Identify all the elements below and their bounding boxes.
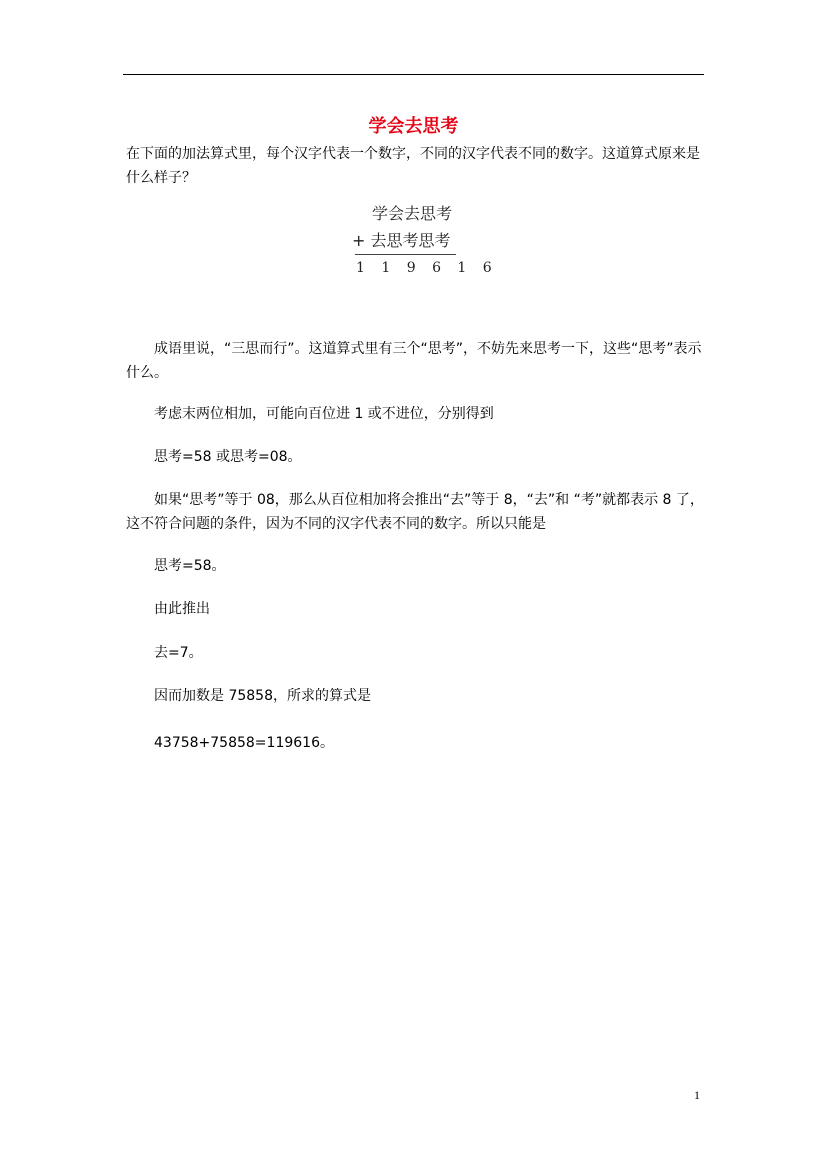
equation-line-1: 学会去思考 <box>372 204 453 223</box>
intro-paragraph: 在下面的加法算式里，每个汉字代表一个数字，不同的汉字代表不同的数字。这道算式原来是什么样子？ <box>126 146 700 186</box>
equation-result: 1 1 9 6 1 6 <box>356 260 498 276</box>
paragraph-4: 如果“思考”等于 08，那么从百位相加将会推出“去”等于 8，“去”和 “考”就都表示 8 了，这不符合问题的条件，因为不同的汉字代表不同的数字。所以只能是 <box>126 492 704 532</box>
equation-line-2: + 去思考思考 <box>352 231 451 250</box>
header-rule <box>123 74 704 75</box>
paragraph-8: 因而加数是 75858，所求的算式是 <box>154 688 371 704</box>
page-title: 学会去思考 <box>368 116 459 137</box>
equation-figure <box>352 200 498 282</box>
paragraph-3: 思考=58 或思考=08。 <box>154 449 302 465</box>
paragraph-5: 思考=58。 <box>154 558 226 574</box>
paragraph-1: 成语里说，“三思而行”。这道算式里有三个“思考”，不妨先来思考一下，这些“思考”表示什么。 <box>126 341 702 381</box>
paragraph-6: 由此推出 <box>154 601 210 617</box>
paragraph-7: 去=7。 <box>154 645 203 661</box>
page-number: 1 <box>694 1088 700 1102</box>
paragraph-9: 43758+75858=119616。 <box>154 735 334 751</box>
paragraph-2: 考虑末两位相加，可能向百位进 1 或不进位，分别得到 <box>154 406 494 422</box>
